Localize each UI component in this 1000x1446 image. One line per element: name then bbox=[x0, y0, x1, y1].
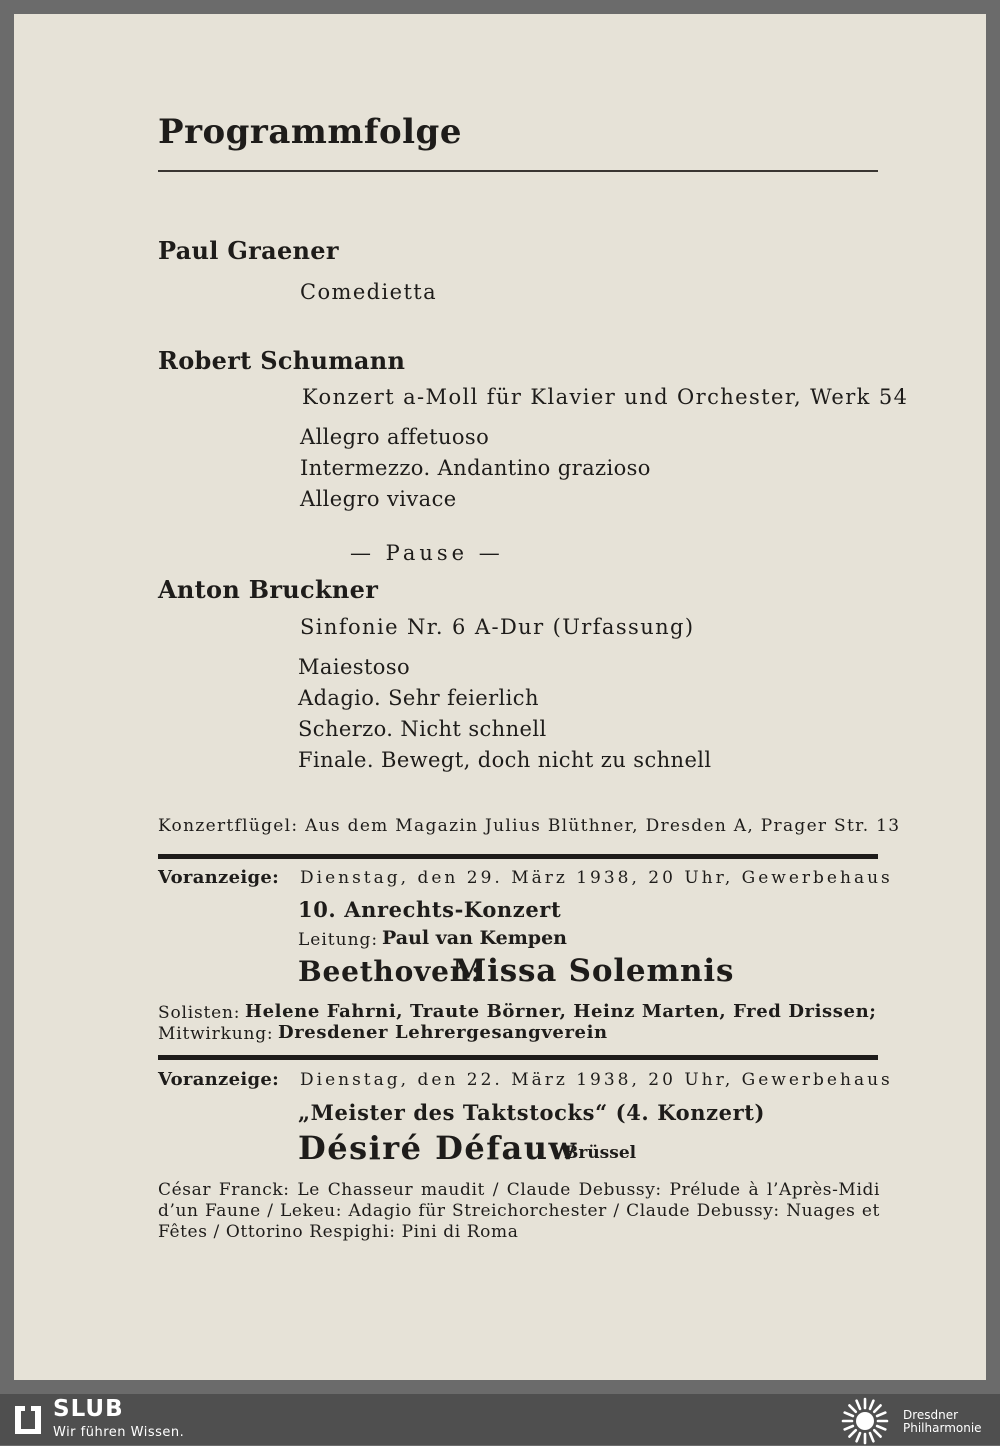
slub-name: SLUB bbox=[53, 1396, 124, 1422]
movement: Maiestoso bbox=[298, 655, 411, 679]
participation-label: Mitwirkung: bbox=[158, 1024, 274, 1044]
philharmonie-line2: Philharmonie bbox=[903, 1421, 982, 1435]
announcement-program: César Franck: Le Chasseur maudit / Claude Debussy: Prélude à l’Après-Midi d’un Faune / Lekeu: Adagio für Streichorchester / Claude Debussy: Nuages et Fêtes / Ottorino Respighi: Pini di Roma bbox=[158, 1180, 880, 1242]
section-divider bbox=[158, 1055, 878, 1060]
movement: Allegro vivace bbox=[300, 487, 457, 511]
conductor-label: Leitung: bbox=[298, 930, 379, 950]
work-title: Missa Solemnis bbox=[452, 953, 735, 989]
movement: Scherzo. Nicht schnell bbox=[298, 717, 547, 741]
footer-bar bbox=[0, 1394, 1000, 1445]
composer-schumann: Robert Schumann bbox=[158, 346, 406, 375]
conductor-city: Brüssel bbox=[564, 1143, 637, 1163]
title-rule bbox=[158, 170, 878, 172]
guest-conductor: Désiré Défauw bbox=[298, 1129, 578, 1167]
concert-title: 10. Anrechts-Konzert bbox=[298, 897, 562, 922]
philharmonie-name bbox=[903, 1409, 982, 1435]
soloists: Helene Fahrni, Traute Börner, Heinz Marten, Fred Drissen; bbox=[245, 1001, 877, 1022]
work-graener: Comedietta bbox=[300, 280, 438, 304]
work-schumann: Konzert a-Moll für Klavier und Orchester, Werk 54 bbox=[302, 385, 909, 409]
movement: Adagio. Sehr feierlich bbox=[298, 686, 539, 710]
work-composer: Beethoven: bbox=[298, 955, 483, 988]
announcement-date: Dienstag, den 29. März 1938, 20 Uhr, Gewerbehaus bbox=[300, 868, 893, 888]
movement: Allegro affetuoso bbox=[300, 425, 490, 449]
participation: Dresdener Lehrergesangverein bbox=[278, 1022, 608, 1043]
pause-marker: — Pause — bbox=[350, 541, 504, 565]
movement: Finale. Bewegt, doch nicht zu schnell bbox=[298, 748, 712, 772]
soloists-label: Solisten: bbox=[158, 1003, 241, 1023]
section-divider bbox=[158, 854, 878, 859]
slub-slogan: Wir führen Wissen. bbox=[53, 1425, 185, 1440]
piano-note: Konzertflügel: Aus dem Magazin Julius Blüthner, Dresden A, Prager Str. 13 bbox=[158, 816, 901, 836]
work-bruckner: Sinfonie Nr. 6 A-Dur (Urfassung) bbox=[300, 615, 695, 639]
conductor-name: Paul van Kempen bbox=[382, 927, 567, 949]
series-title: „Meister des Taktstocks“ (4. Konzert) bbox=[298, 1100, 766, 1125]
movement: Intermezzo. Andantino grazioso bbox=[300, 456, 651, 480]
page-title: Programmfolge bbox=[158, 112, 462, 152]
composer-graener: Paul Graener bbox=[158, 236, 339, 265]
composer-bruckner: Anton Bruckner bbox=[158, 575, 379, 604]
philharmonie-logo-icon bbox=[840, 1396, 890, 1446]
slub-logo-icon bbox=[12, 1403, 44, 1437]
announcement-label: Voranzeige: bbox=[158, 1069, 280, 1090]
philharmonie-line1: Dresdner bbox=[903, 1408, 959, 1422]
announcement-label: Voranzeige: bbox=[158, 867, 280, 888]
announcement-date: Dienstag, den 22. März 1938, 20 Uhr, Gewerbehaus bbox=[300, 1070, 893, 1090]
